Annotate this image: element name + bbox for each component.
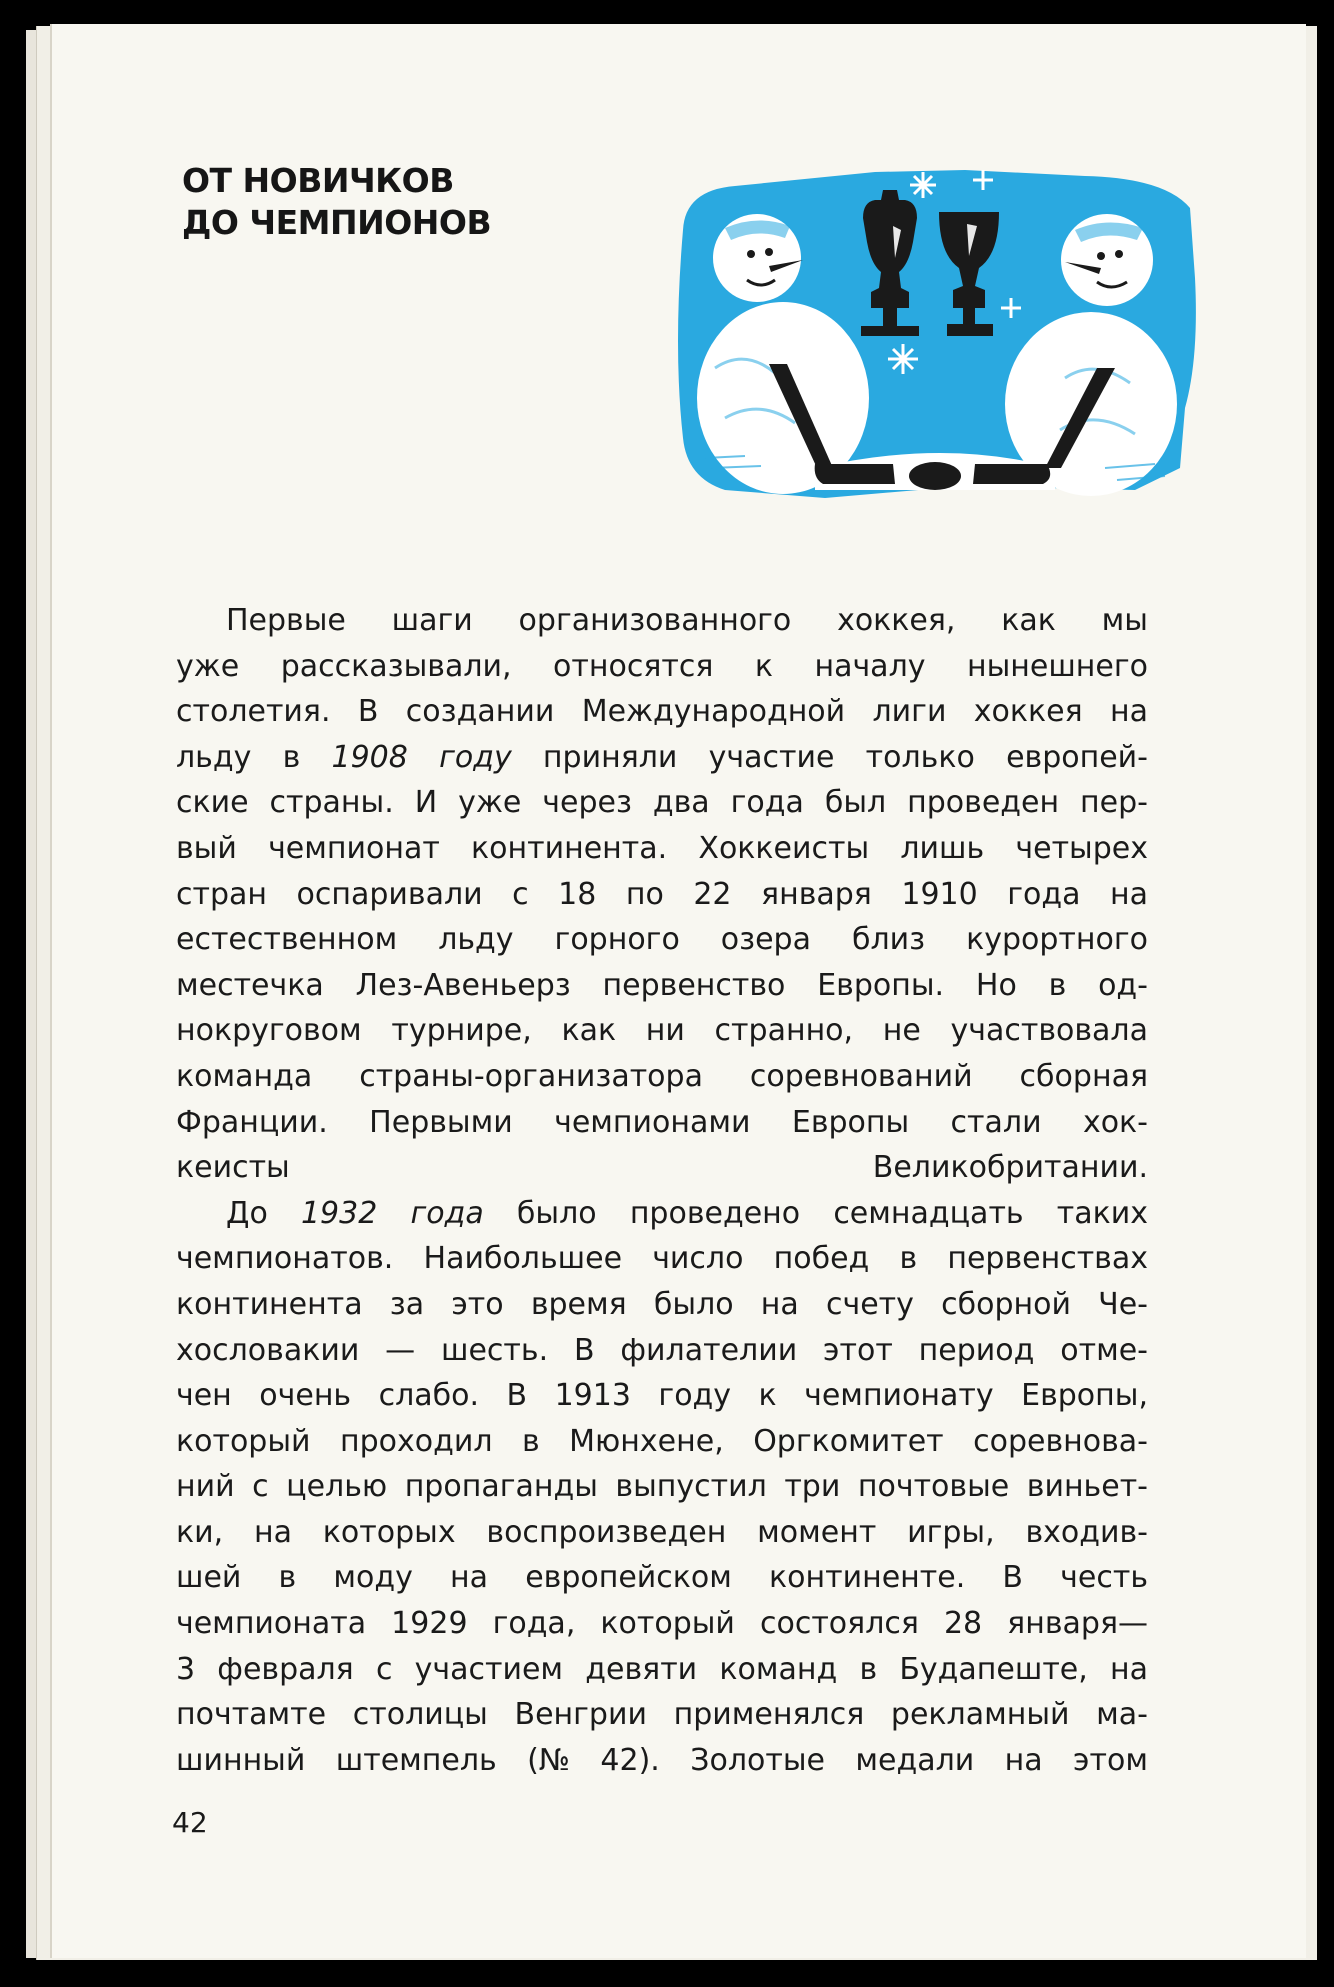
italic-year: 1932 года — [300, 1195, 484, 1231]
paragraph-1 — [176, 598, 1148, 1191]
chapter-heading-line-2: ДО ЧЕМПИОНОВ — [182, 203, 492, 242]
text-line: 3 февраля с участием девяти команд в Будапеште, на — [176, 1651, 1148, 1687]
text-line: столетия. В создании Международной лиги хоккея на — [176, 694, 1148, 730]
text-line: шей в моду на европейском континенте. В честь — [176, 1560, 1148, 1596]
chapter-heading-line-1: ОТ НОВИЧКОВ — [182, 161, 454, 200]
chapter-heading — [182, 160, 491, 244]
snowmen-hockey-trophies-illustration — [665, 168, 1205, 508]
text-line: почтамте столицы Венгрии применялся рекламный ма- — [176, 1697, 1148, 1733]
text-line: нокруговом турнире, как ни странно, не участвовала — [176, 1013, 1148, 1049]
text-line: Первые шаги организованного хоккея, как мы — [226, 603, 1148, 638]
italic-year: 1908 году — [331, 739, 512, 775]
text-line: ские страны. И уже через два года был проведен пер- — [176, 785, 1148, 821]
text-line: Франции. Первыми чемпионами Европы стали хок- — [176, 1104, 1148, 1140]
text-line: чемпионатов. Наибольшее число побед в первенствах — [176, 1241, 1148, 1277]
text-line: команда страны-организатора соревнований сборная — [176, 1058, 1148, 1094]
body-text — [176, 598, 1148, 1783]
text-line: ки, на которых воспроизведен момент игры, входив- — [176, 1514, 1148, 1550]
text-line: хословакии — шесть. В филателии этот период отме- — [176, 1332, 1148, 1368]
text-line: До 1932 года было проведено семнадцать таких — [226, 1195, 1149, 1231]
text-line: шинный штемпель (№ 42). Золотые медали на этом — [176, 1742, 1148, 1778]
text-line: континента за это время было на счету сборной Че- — [176, 1286, 1148, 1322]
text-line: местечка Лез-Авеньерз первенство Европы. Но в од- — [176, 967, 1148, 1003]
text-line: стран оспаривали с 18 по 22 января 1910 года на — [176, 876, 1148, 912]
text-line: кеисты Великобритании. — [176, 1150, 1148, 1186]
text-line: который проходил в Мюнхене, Оргкомитет соревнова- — [176, 1423, 1148, 1459]
text-line: уже рассказывали, относятся к началу нынешнего — [176, 648, 1148, 684]
text-line: чемпионата 1929 года, который состоялся 28 января— — [176, 1606, 1148, 1642]
text-line: вый чемпионат континента. Хоккеисты лишь четырех — [176, 830, 1148, 866]
text-line: ний с целью пропаганды выпустил три почтовые виньет- — [176, 1469, 1148, 1505]
page-number: 42 — [172, 1806, 208, 1839]
text-line: естественном льду горного озера близ курортного — [176, 922, 1148, 958]
text-line: льду в 1908 году приняли участие только европей- — [176, 739, 1148, 775]
paragraph-2 — [176, 1191, 1148, 1784]
text-line: чен очень слабо. В 1913 году к чемпионату Европы, — [176, 1378, 1148, 1414]
